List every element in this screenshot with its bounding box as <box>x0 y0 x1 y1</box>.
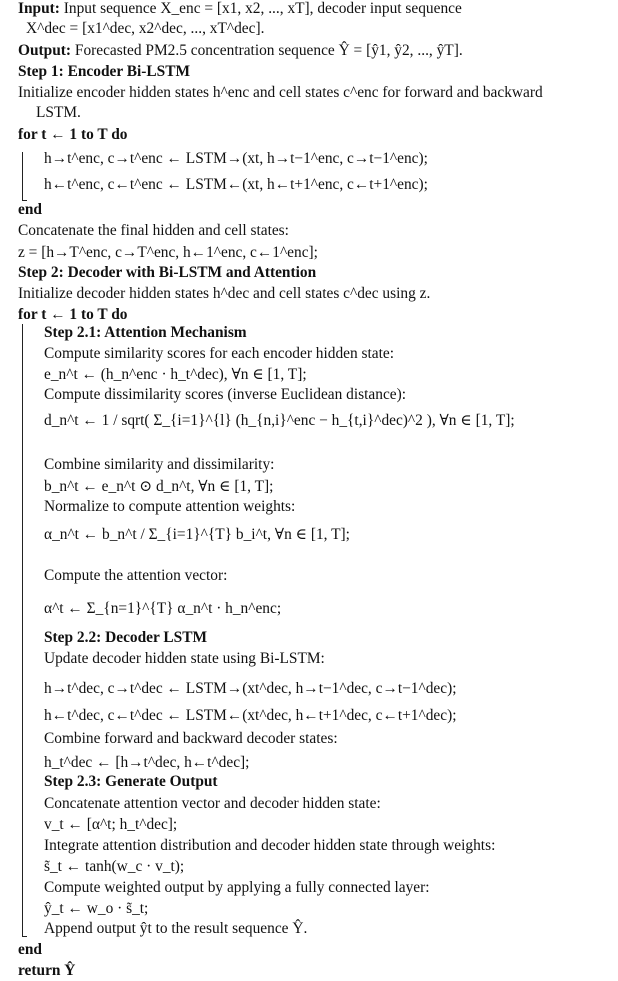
norm-equation: α_n^t ← b_n^t / Σ_{i=1}^{T} b_i^t, ∀n ∈ [1, T]; <box>44 526 350 543</box>
step1-init: Initialize encoder hidden states h^enc and cell states c^enc for forward and backward <box>18 84 543 101</box>
input-text: Input sequence X_enc = [x1, x2, ..., xT], decoder input sequence <box>63 0 462 17</box>
end2: end <box>18 941 42 958</box>
cat-text: Concatenate attention vector and decoder hidden state: <box>44 795 381 812</box>
wout-text: Compute weighted output by applying a fully connected layer: <box>44 879 430 896</box>
step1-title: Step 1: Encoder Bi-LSTM <box>18 63 191 80</box>
for1-indent-bar <box>22 152 23 200</box>
step2-title: Step 2: Decoder with Bi-LSTM and Attention <box>18 264 317 281</box>
input-cont: X^dec = [x1^dec, x2^dec, ..., xT^dec]. <box>26 20 265 37</box>
dec-line1: h→t^dec, c→t^dec ← LSTM→(xt^dec, h→t−1^dec, c→t−1^dec); <box>44 680 457 697</box>
norm-text: Normalize to compute attention weights: <box>44 498 296 515</box>
dis-text: Compute dissimilarity scores (inverse Euclidean distance): <box>44 386 407 403</box>
dec-line2: h←t^dec, c←t^dec ← LSTM←(xt^dec, h←t+1^dec, c←t+1^dec); <box>44 707 457 724</box>
combfb-text: Combine forward and backward decoder states: <box>44 730 338 747</box>
for1-line1: h→t^enc, c→t^enc ← LSTM→(xt, h→t−1^enc, c→t−1^enc); <box>44 150 428 167</box>
input-cont-line <box>26 20 264 38</box>
end1: end <box>18 201 42 218</box>
output-text: Forecasted PM2.5 concentration sequence Ŷ = [ŷ1, ŷ2, ..., ŷT]. <box>74 42 463 59</box>
upd-text: Update decoder hidden state using Bi-LSTM: <box>44 650 325 667</box>
sim-text: Compute similarity scores for each encoder hidden state: <box>44 345 395 362</box>
append-text: Append output ŷt to the result sequence Ŷ. <box>44 920 308 937</box>
combfb-equation: h_t^dec ← [h→t^dec, h←t^dec]; <box>44 754 250 771</box>
integ-text: Integrate attention distribution and decoder hidden state through weights: <box>44 837 496 854</box>
attv-equation: α^t ← Σ_{n=1}^{T} α_n^t · h_n^enc; <box>44 600 282 617</box>
cat-equation: v_t ← [α^t; h_t^dec]; <box>44 816 178 833</box>
attv-text: Compute the attention vector: <box>44 567 228 584</box>
for2-indent-bar <box>22 324 23 936</box>
sim-equation: e_n^t ← (h_n^enc · h_t^dec), ∀n ∈ [1, T]; <box>44 366 307 383</box>
step23-title: Step 2.3: Generate Output <box>44 773 218 790</box>
step2-init: Initialize decoder hidden states h^dec and cell states c^dec using z. <box>18 285 431 302</box>
wout-equation: ŷ_t ← w_o · s̃_t; <box>44 900 149 917</box>
input-line <box>18 0 462 18</box>
comb-equation: b_n^t ← e_n^t ⊙ d_n^t, ∀n ∈ [1, T]; <box>44 478 274 495</box>
integ-equation: s̃_t ← tanh(w_c · v_t); <box>44 858 185 875</box>
z-equation: z = [h→T^enc, c→T^enc, h←1^enc, c←1^enc]; <box>18 244 318 261</box>
step21-title: Step 2.1: Attention Mechanism <box>44 324 247 341</box>
dis-equation: d_n^t ← 1 / sqrt( Σ_{i=1}^{l} (h_{n,i}^enc − h_{t,i}^dec)^2 ), ∀n ∈ [1, T]; <box>44 412 515 429</box>
comb-text: Combine similarity and dissimilarity: <box>44 456 275 473</box>
for1-line2: h←t^enc, c←t^enc ← LSTM←(xt, h←t+1^enc, c←t+1^enc); <box>44 176 428 193</box>
for2-end-tick <box>22 936 27 937</box>
step1-init-cont: LSTM. <box>36 104 81 121</box>
step22-title: Step 2.2: Decoder LSTM <box>44 629 208 646</box>
input-label: Input: <box>18 0 60 17</box>
for1-header: for t ← 1 to T do <box>18 126 128 143</box>
concat-text: Concatenate the final hidden and cell states: <box>18 222 289 239</box>
return-line: return Ŷ <box>18 962 76 979</box>
for2-header: for t ← 1 to T do <box>18 306 128 323</box>
output-label: Output: <box>18 42 72 59</box>
output-line <box>18 42 463 60</box>
